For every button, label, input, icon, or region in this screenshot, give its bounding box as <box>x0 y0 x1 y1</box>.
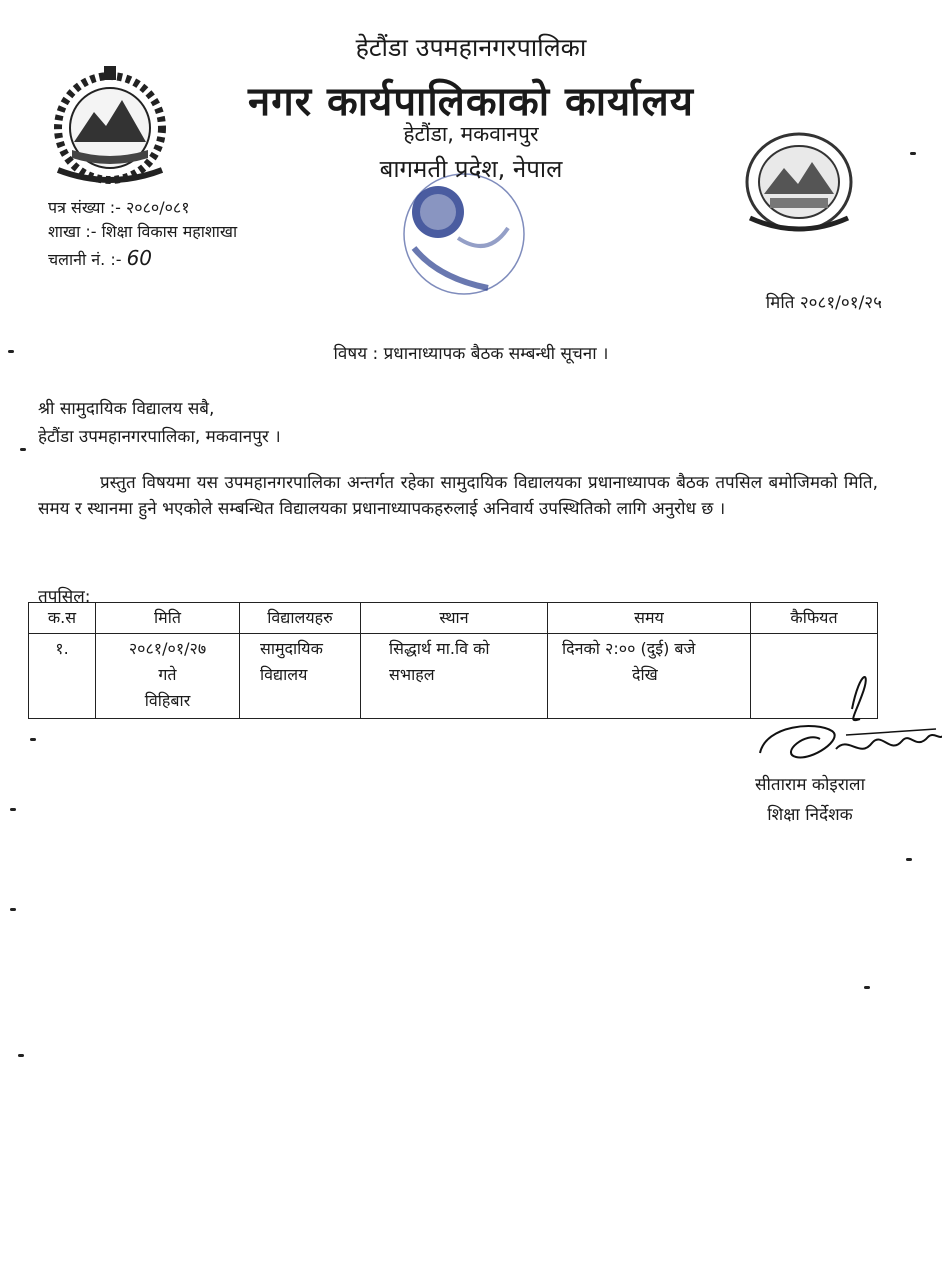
cell-time <box>548 634 751 719</box>
branch-line: शाखा :- शिक्षा विकास महाशाखा <box>48 222 238 241</box>
header-remarks: कैफियत <box>751 603 878 634</box>
cell-date-line-3: विहिबार <box>144 691 191 710</box>
cell-time-line-1: दिनको २:०० (दुई) बजे <box>562 639 696 658</box>
cell-venue-line-2: सभाहल <box>389 665 435 684</box>
cell-schools-line-1: सामुदायिक <box>260 639 323 658</box>
cell-date <box>96 634 240 719</box>
scan-mark <box>910 152 916 155</box>
header-time: समय <box>548 603 751 634</box>
scan-mark <box>20 448 26 451</box>
scan-mark <box>864 986 870 989</box>
cell-venue-line-1: सिद्धार्थ मा.वि को <box>389 639 490 658</box>
notice-body: प्रस्तुत विषयमा यस उपमहानगरपालिका अन्तर्गत रहेका सामुदायिक विद्यालयका प्रधानाध्यापक बैठक तपसिल बमोजिमको मिति, समय र स्थानमा हुने भएकोले सम्बन्धित विद्यालयका प्रधानाध्यापकहरुलाई अनिवार्य उपस्थितिको लागि अनुरोध छ । <box>38 473 878 519</box>
cell-date-line-1: २०८१/०१/२७ <box>128 639 207 658</box>
scan-mark <box>10 908 16 911</box>
scan-mark <box>906 858 912 861</box>
dispatch-number <box>48 246 152 270</box>
header-date: मिति <box>96 603 240 634</box>
cell-date-line-2: गते <box>158 665 177 684</box>
dispatch-number-value: 60 <box>126 246 153 270</box>
scan-mark <box>18 1054 24 1057</box>
signatory-name: सीताराम कोइराला <box>754 775 865 795</box>
scan-mark <box>10 808 16 811</box>
office-title: नगर कार्यपालिकाको कार्यालय <box>248 79 694 125</box>
scan-mark <box>30 738 36 741</box>
dispatch-number-label: चलानी नं. :- <box>48 250 122 269</box>
schedule-title: तपसिल: <box>38 587 91 607</box>
signatory-title: शिक्षा निर्देशक <box>767 805 853 825</box>
subject-line: विषय : प्रधानाध्यापक बैठक सम्बन्धी सूचना । <box>333 344 609 364</box>
cell-sn: १. <box>29 634 96 719</box>
table-header-row <box>29 603 878 634</box>
cell-time-line-2: देखि <box>632 665 658 684</box>
handwritten-signature-icon <box>756 665 942 777</box>
cell-schools <box>240 634 361 719</box>
cell-schools-line-2: विद्यालय <box>260 665 308 684</box>
addressee-line-2: हेटौंडा उपमहानगरपालिका, मकवानपुर । <box>38 427 281 447</box>
header-venue: स्थान <box>361 603 548 634</box>
cell-venue <box>361 634 548 719</box>
letter-date: मिति २०८१/०१/२५ <box>765 293 882 313</box>
scan-mark <box>8 350 14 353</box>
header-sn: क.स <box>29 603 96 634</box>
office-stamp-icon <box>398 168 530 300</box>
letter-number: पत्र संख्या :- २०८०/०८१ <box>48 198 190 217</box>
schedule-table <box>28 602 878 719</box>
table-row <box>29 634 878 719</box>
header-schools: विद्यालयहरु <box>240 603 361 634</box>
municipality-name: हेटौंडा उपमहानगरपालिका <box>355 33 587 62</box>
city-line: हेटौंडा, मकवानपुर <box>403 122 539 146</box>
province-line: बागमती प्रदेश, नेपाल <box>379 155 563 183</box>
addressee-line-1: श्री सामुदायिक विद्यालय सबै, <box>38 399 215 419</box>
